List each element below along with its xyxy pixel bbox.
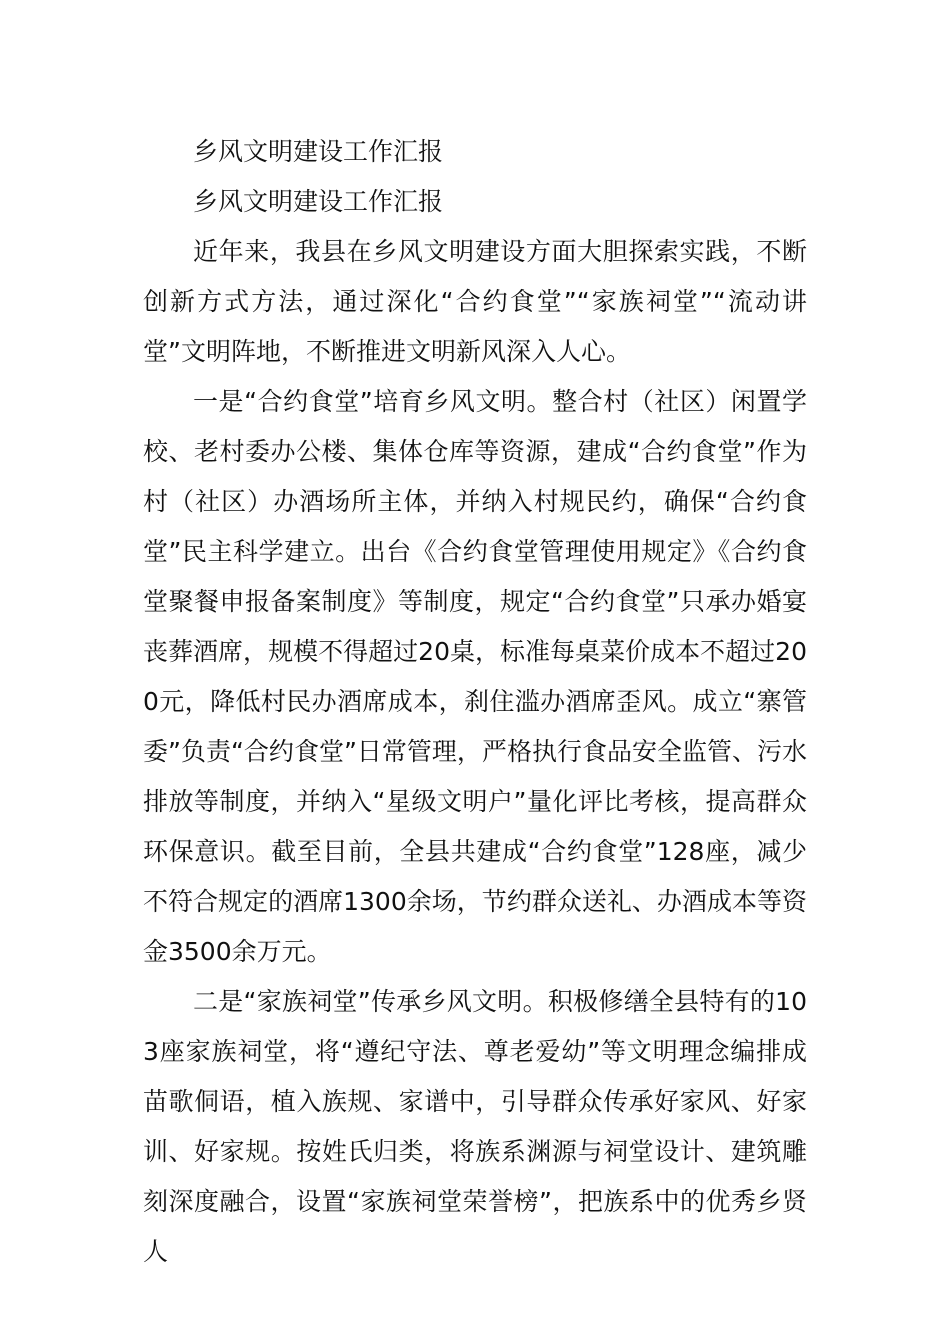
paragraph-intro: 近年来，我县在乡风文明建设方面大胆探索实践，不断创新方式方法，通过深化“合约食堂”“家族祠堂”“流动讲堂”文明阵地，不断推进文明新风深入人心。	[143, 237, 807, 366]
document-title: 乡风文明建设工作汇报	[193, 137, 444, 166]
paragraph-ancestral-hall: 二是“家族祠堂”传承乡风文明。积极修缮全县特有的103座家族祠堂，将“遵纪守法、尊老爱幼”等文明理念编排成苗歌侗语，植入族规、家谱中，引导群众传承好家风、好家训、好家规。按姓氏归类，将族系渊源与祠堂设计、建筑雕刻深度融合，设置“家族祠堂荣誉榜”，把族系中的优秀乡贤人	[143, 987, 807, 1266]
document-subtitle: 乡风文明建设工作汇报	[193, 187, 444, 216]
document-body	[143, 127, 807, 1277]
paragraph-canteen: 一是“合约食堂”培育乡风文明。整合村（社区）闲置学校、老村委办公楼、集体仓库等资源，建成“合约食堂”作为村（社区）办酒场所主体，并纳入村规民约，确保“合约食堂”民主科学建立。出台《合约食堂管理使用规定》《合约食堂聚餐申报备案制度》等制度，规定“合约食堂”只承办婚宴丧葬酒席，规模不得超过20桌，标准每桌菜价成本不超过200元，降低村民办酒席成本，刹住滥办酒席歪风。成立“寨管委”负责“合约食堂”日常管理，严格执行食品安全监管、污水排放等制度，并纳入“星级文明户”量化评比考核，提高群众环保意识。截至目前，全县共建成“合约食堂”128座，减少不符合规定的酒席1300余场，节约群众送礼、办酒成本等资金3500余万元。	[143, 387, 807, 966]
